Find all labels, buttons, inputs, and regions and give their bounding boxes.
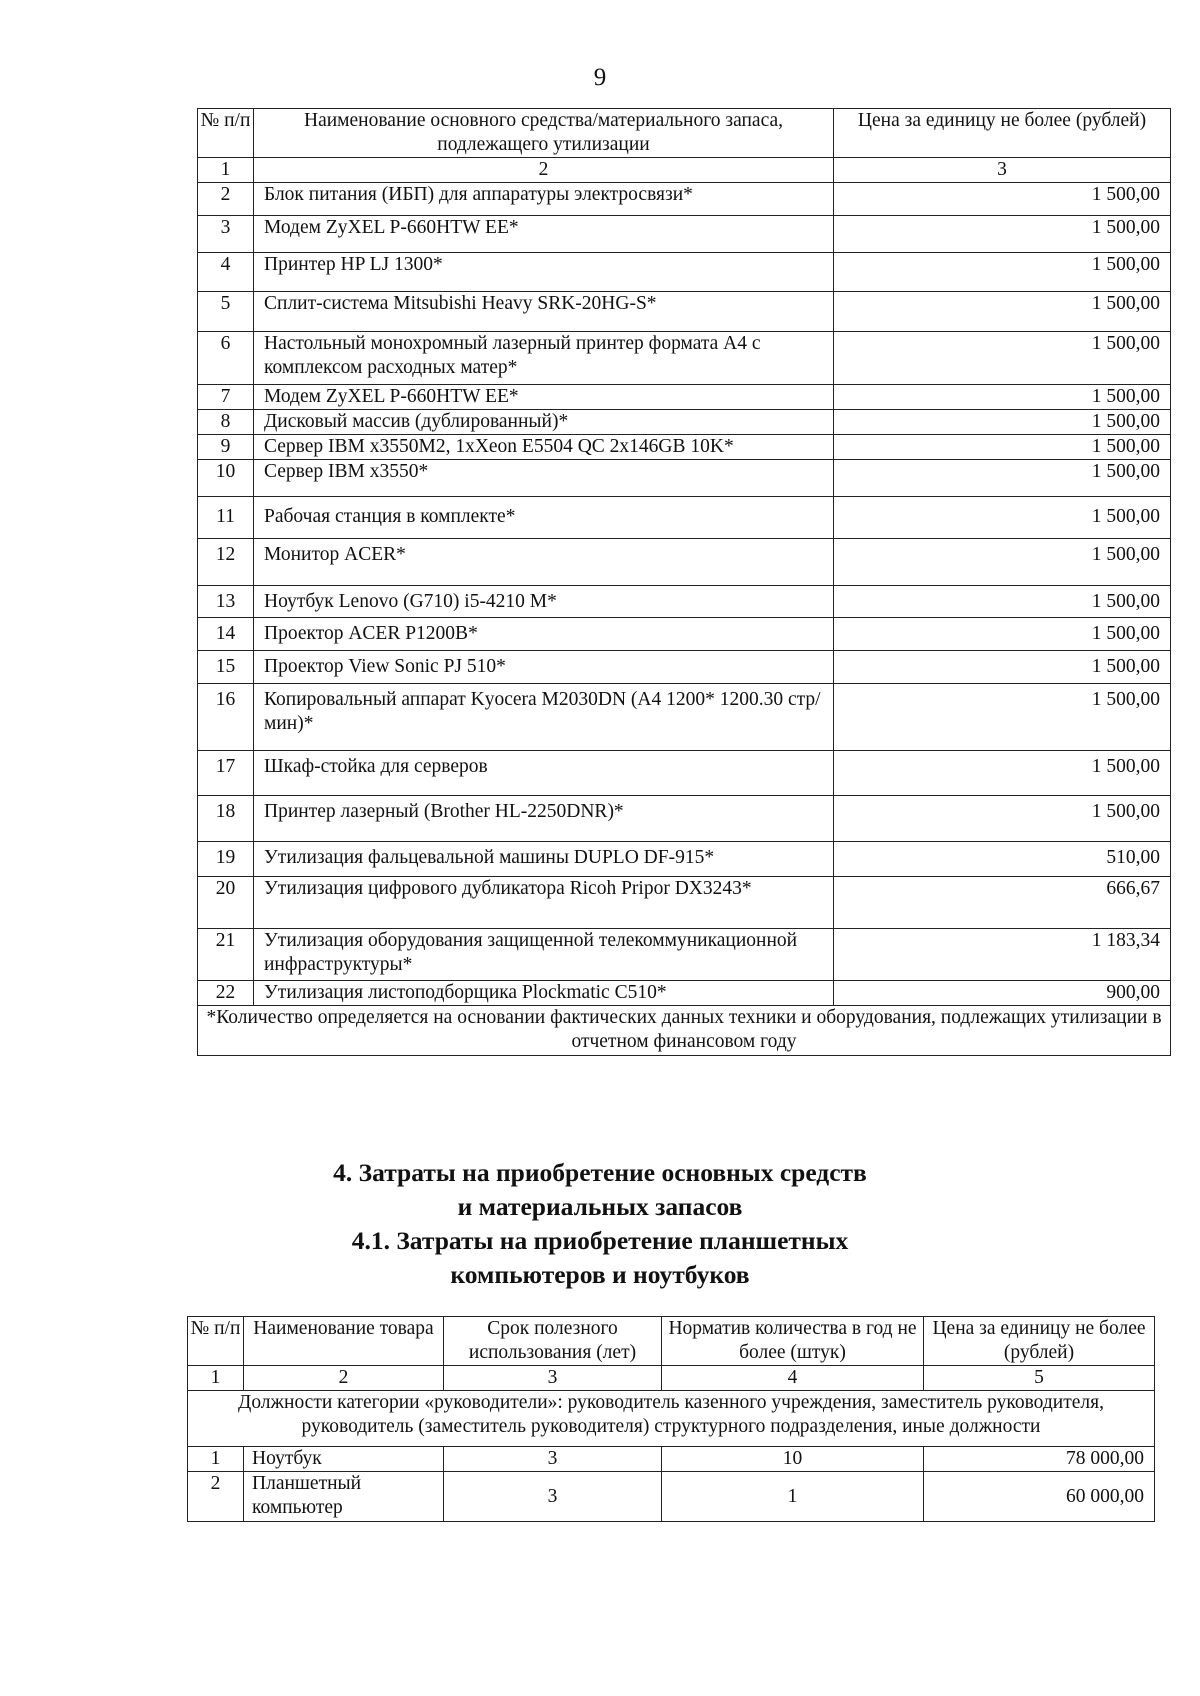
row-name: Рабочая станция в комплекте* [254, 497, 834, 539]
table-row [198, 460, 1171, 497]
row-num: 3 [198, 216, 254, 253]
column-number-row [188, 1366, 1155, 1391]
row-qty: 1 [662, 1472, 924, 1522]
row-name: Монитор ACER* [254, 539, 834, 586]
table-row [198, 929, 1171, 981]
column-number: 4 [662, 1366, 924, 1391]
row-price: 1 500,00 [834, 216, 1171, 253]
row-price: 1 500,00 [834, 539, 1171, 586]
row-num: 14 [198, 618, 254, 651]
section-heading-line-2: и материальных запасов [457, 1192, 743, 1221]
table-row [198, 183, 1171, 216]
row-num: 18 [198, 796, 254, 842]
table-row [198, 796, 1171, 842]
row-price: 900,00 [834, 981, 1171, 1006]
column-number: 2 [244, 1366, 444, 1391]
row-name: Настольный монохромный лазерный принтер формата А4 с комплексом расходных матер* [254, 332, 834, 385]
row-num: 10 [198, 460, 254, 497]
header-qty: Норматив количества в год не более (штук) [662, 1317, 924, 1366]
row-name: Утилизация цифрового дубликатора Ricoh Pripor DX3243* [254, 877, 834, 929]
row-price: 60 000,00 [924, 1472, 1155, 1522]
column-number-row [198, 158, 1171, 183]
row-price: 666,67 [834, 877, 1171, 929]
table-row [198, 292, 1171, 332]
row-name: Проектор View Sonic PJ 510* [254, 651, 834, 684]
row-num: 21 [198, 929, 254, 981]
row-name: Принтер HP LJ 1300* [254, 253, 834, 292]
row-num: 22 [198, 981, 254, 1006]
table-header-row [198, 109, 1171, 158]
table-row [198, 981, 1171, 1006]
row-name: Утилизация листоподборщика Plockmatic C510* [254, 981, 834, 1006]
table-row [198, 684, 1171, 751]
table-row [198, 435, 1171, 460]
column-number: 3 [834, 158, 1171, 183]
table-row [198, 618, 1171, 651]
table-row [198, 751, 1171, 796]
tablet-laptop-cost-table [187, 1316, 1155, 1522]
row-name: Модем ZyXEL P-660HTW EE* [254, 216, 834, 253]
category-row [188, 1391, 1155, 1447]
row-price: 1 500,00 [834, 651, 1171, 684]
table-row [198, 877, 1171, 929]
table-row [198, 385, 1171, 410]
row-name: Принтер лазерный (Brother HL-2250DNR)* [254, 796, 834, 842]
header-price: Цена за единицу не более (рублей) [924, 1317, 1155, 1366]
header-life: Срок полезного использования (лет) [444, 1317, 662, 1366]
row-name: Проектор ACER P1200B* [254, 618, 834, 651]
row-name: Дисковый массив (дублированный)* [254, 410, 834, 435]
footnote-row [198, 1006, 1171, 1056]
table-row [188, 1447, 1155, 1472]
table-row [198, 586, 1171, 618]
row-price: 1 500,00 [834, 586, 1171, 618]
table-row [188, 1472, 1155, 1522]
header-num: № п/п [188, 1317, 244, 1366]
row-life: 3 [444, 1447, 662, 1472]
row-num: 2 [198, 183, 254, 216]
table-row [198, 253, 1171, 292]
row-num: 2 [188, 1472, 244, 1522]
table-row [198, 539, 1171, 586]
row-num: 12 [198, 539, 254, 586]
row-num: 5 [198, 292, 254, 332]
row-name: Модем ZyXEL P-660HTW EE* [254, 385, 834, 410]
row-price: 1 500,00 [834, 751, 1171, 796]
header-num: № п/п [198, 109, 254, 158]
row-name: Сервер IBM x3550M2, 1xXeon E5504 QC 2x146GB 10K* [254, 435, 834, 460]
column-number: 1 [188, 1366, 244, 1391]
row-num: 16 [198, 684, 254, 751]
row-num: 20 [198, 877, 254, 929]
column-number: 1 [198, 158, 254, 183]
row-price: 1 500,00 [834, 410, 1171, 435]
table-row [198, 497, 1171, 539]
row-name: Ноутбук Lenovo (G710) i5-4210 M* [254, 586, 834, 618]
row-num: 11 [198, 497, 254, 539]
row-price: 1 500,00 [834, 618, 1171, 651]
row-name: Копировальный аппарат Kyocera M2030DN (A4 1200* 1200.30 стр/мин)* [254, 684, 834, 751]
row-name: Утилизация оборудования защищенной телекоммуникационной инфраструктуры* [254, 929, 834, 981]
subsection-heading-line-1: 4.1. Затраты на приобретение планшетных [351, 1226, 849, 1255]
row-name: Утилизация фальцевальной машины DUPLO DF-915* [254, 842, 834, 877]
table-row [198, 651, 1171, 684]
row-price: 1 500,00 [834, 796, 1171, 842]
table-header-row [188, 1317, 1155, 1366]
row-num: 6 [198, 332, 254, 385]
row-name: Шкаф-стойка для серверов [254, 751, 834, 796]
row-price: 1 500,00 [834, 684, 1171, 751]
position-category: Должности категории «руководители»: руководитель казенного учреждения, заместитель руководителя, руководитель (заместитель руководителя) структурного подразделения, иные должности [188, 1391, 1155, 1447]
row-num: 13 [198, 586, 254, 618]
row-price: 1 500,00 [834, 292, 1171, 332]
row-name: Сплит-система Mitsubishi Heavy SRK-20HG-S* [254, 292, 834, 332]
page-number: 9 [593, 64, 607, 91]
row-price: 1 500,00 [834, 435, 1171, 460]
row-price: 1 500,00 [834, 253, 1171, 292]
row-price: 510,00 [834, 842, 1171, 877]
row-price: 78 000,00 [924, 1447, 1155, 1472]
table-row [198, 332, 1171, 385]
row-name: Ноутбук [244, 1447, 444, 1472]
row-name: Блок питания (ИБП) для аппаратуры электросвязи* [254, 183, 834, 216]
header-name: Наименование основного средства/материального запаса, подлежащего утилизации [254, 109, 834, 158]
section-heading-line-1: 4. Затраты на приобретение основных средств [333, 1158, 867, 1187]
row-num: 9 [198, 435, 254, 460]
row-num: 7 [198, 385, 254, 410]
row-num: 19 [198, 842, 254, 877]
row-name: Сервер IBM x3550* [254, 460, 834, 497]
row-num: 4 [198, 253, 254, 292]
column-number: 5 [924, 1366, 1155, 1391]
row-num: 15 [198, 651, 254, 684]
row-price: 1 183,34 [834, 929, 1171, 981]
column-number: 2 [254, 158, 834, 183]
row-price: 1 500,00 [834, 385, 1171, 410]
row-price: 1 500,00 [834, 332, 1171, 385]
header-price: Цена за единицу не более (рублей) [834, 109, 1171, 158]
table-row [198, 842, 1171, 877]
row-num: 17 [198, 751, 254, 796]
row-num: 8 [198, 410, 254, 435]
row-price: 1 500,00 [834, 497, 1171, 539]
row-price: 1 500,00 [834, 183, 1171, 216]
header-name: Наименование товара [244, 1317, 444, 1366]
row-life: 3 [444, 1472, 662, 1522]
row-num: 1 [188, 1447, 244, 1472]
table-row [198, 216, 1171, 253]
column-number: 3 [444, 1366, 662, 1391]
row-qty: 10 [662, 1447, 924, 1472]
row-name: Планшетный компьютер [244, 1472, 444, 1522]
table-row [198, 410, 1171, 435]
footnote: *Количество определяется на основании фактических данных техники и оборудования, подлежащих утилизации в отчетном финансовом году [198, 1006, 1171, 1056]
subsection-heading-line-2: компьютеров и ноутбуков [450, 1260, 750, 1289]
disposal-price-table [197, 108, 1171, 1056]
row-price: 1 500,00 [834, 460, 1171, 497]
